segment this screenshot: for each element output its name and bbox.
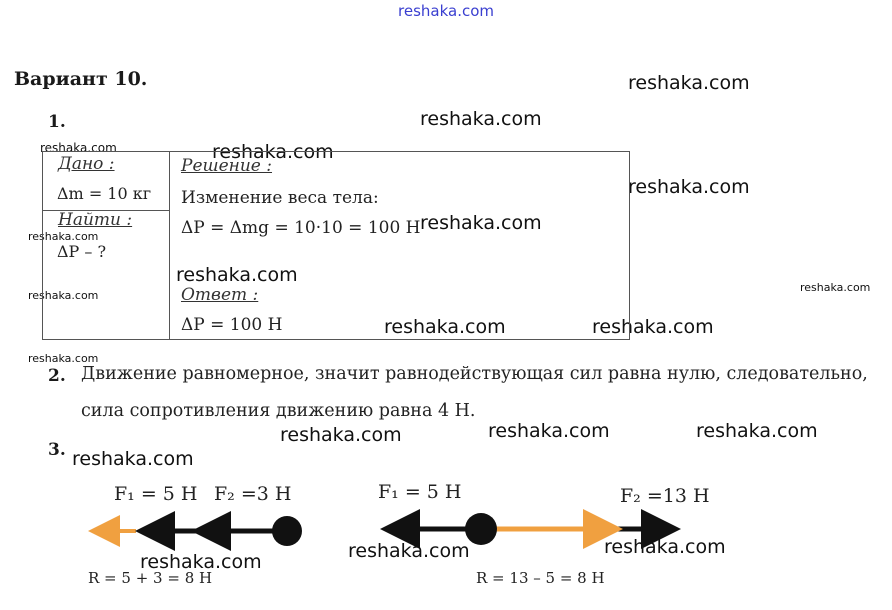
left-force-diagram [92,516,302,546]
right-force-diagram [385,513,676,545]
right-resultant-formula: R = 13 – 5 = 8 Н [476,569,605,587]
watermark: reshaka.com [800,281,871,294]
problem-2-number: 2. [48,366,66,386]
watermark: reshaka.com [488,420,610,442]
variant-heading: Вариант 10. [14,68,148,90]
left-resultant-formula: R = 5 + 3 = 8 Н [88,569,213,587]
watermark: reshaka.com [212,141,334,163]
watermark: reshaka.com [384,316,506,338]
watermark: reshaka.com [28,230,99,243]
watermark: reshaka.com [72,448,194,470]
find-label: Найти : [58,210,133,230]
left-body-point [272,516,302,546]
watermark: reshaka.com [604,536,726,558]
watermark: reshaka.com [28,352,99,365]
right-f1-label: F₁ = 5 Н [378,481,462,503]
watermark: reshaka.com [280,424,402,446]
watermark: reshaka.com [40,141,117,155]
watermark: reshaka.com [420,212,542,234]
given-value: Δm = 10 кг [57,184,152,203]
watermark: reshaka.com [176,264,298,286]
problem-2-line-2: сила сопротивления движению равна 4 Н. [81,401,476,421]
answer-label: Ответ : [181,285,259,305]
solution-line-2: ΔP = Δmg = 10·10 = 100 Н [181,218,421,238]
watermark: reshaka.com [28,289,99,302]
solution-line-1: Изменение веса тела: [181,188,379,208]
left-f2-label: F₂ =3 Н [214,483,292,505]
solution-label: Решение : [181,156,273,176]
watermark: reshaka.com [628,176,750,198]
watermark: reshaka.com [628,72,750,94]
watermark: reshaka.com [420,108,542,130]
find-value: ΔP – ? [57,242,107,261]
answer-value: ΔP = 100 Н [181,315,283,335]
watermark: reshaka.com [140,551,262,573]
left-f1-label: F₁ = 5 Н [114,483,198,505]
watermark: reshaka.com [348,540,470,562]
watermark: reshaka.com [592,316,714,338]
watermark: reshaka.com [696,420,818,442]
given-label: Дано : [58,154,115,174]
problem-1-number: 1. [48,112,66,132]
right-body-point [465,513,497,545]
watermark-top: reshaka.com [398,2,494,20]
right-f2-label: F₂ =13 Н [620,485,710,507]
problem-3-number: 3. [48,440,66,460]
problem-2-line-1: Движение равномерное, значит равнодействующая сил равна нулю, следовательно, [81,364,868,384]
